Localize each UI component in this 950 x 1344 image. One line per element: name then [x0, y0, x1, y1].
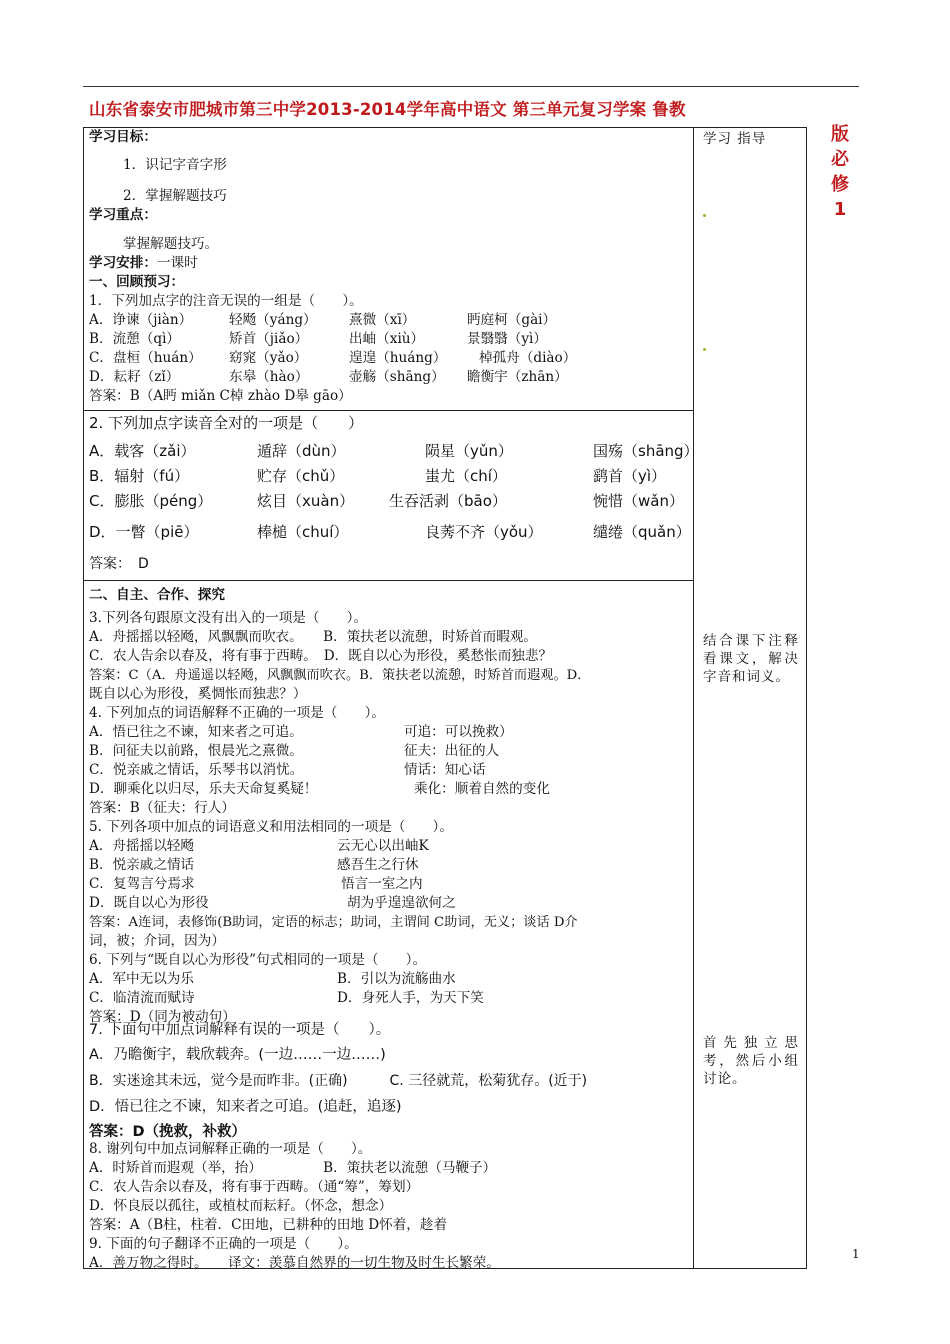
q3-line: C．农人告余以春及，将有事于西畴。 D．既自以心为形役，奚愁怅而独悲？ — [89, 648, 553, 664]
q9-line: 9. 下面的句子翻译不正确的一项是（ ）。 — [89, 1236, 358, 1252]
q8-line: C．农人告余以春及，将有事于西畴。（通“筹”，筹划） — [89, 1179, 420, 1195]
q3-line: A．舟摇摇以轻飏，风飘飘而吹衣。 B．策扶老以流憩，时矫首而暇观。 — [89, 629, 538, 645]
q4-stem: 4. 下列加点的词语解释不正确的一项是（ ）。 — [89, 705, 385, 721]
q2-stem: 2. 下列加点字读音全对的一项是（ ） — [89, 414, 364, 432]
q1-option-row: D．耘耔（zǐ） 东皋（hào） 壶觞（shāng） 瞻衡宇（zhān） — [89, 369, 568, 385]
column-divider — [693, 127, 694, 1269]
q6-stem: 6. 下列与“既自以心为形役”句式相同的一项是（ ）。 — [89, 952, 427, 968]
title-tail-char: 1 — [833, 199, 847, 220]
q5-option-row: B．悦亲戚之情话 感吾生之行休 — [89, 857, 419, 873]
focus-text: 掌握解题技巧。 — [123, 236, 219, 252]
q6-option-row: C．临清流而赋诗 D．身死人手，为天下笑 — [89, 990, 484, 1006]
q1-option-row: C．盘桓（huán） 窈窕（yǎo） 遑遑（huáng） 棹孤舟（diào） — [89, 350, 577, 366]
document-title-tail — [826, 122, 854, 222]
q8-q9-block — [89, 1140, 689, 1273]
row-divider — [83, 410, 694, 411]
q7-line: B．实迷途其未远，觉今是而昨非。(正确) C. 三径就荒，松菊犹存。(近于) — [89, 1073, 588, 1089]
document-title: 山东省泰安市肥城市第三中学2013-2014学年高中语文 第三单元复习学案 鲁教 — [89, 100, 686, 119]
q2-option-row: B．辐射（fú） 贮存（chǔ） 蚩尤（chí） 鹞首（yì） — [89, 467, 667, 485]
q2-option-row: A．载客（zǎi） 遁辞（dùn） 陨星（yǔn） 国殇（shāng） — [89, 442, 699, 460]
title-tail-char: 修 — [831, 174, 849, 195]
title-tail-char: 版 — [831, 124, 849, 145]
q2-answer: 答案： D — [89, 556, 149, 572]
decorative-dot — [703, 348, 706, 351]
q1-option-row: A．诤谏（jiàn） 轻飏（yáng） 熹微（xī） 眄庭柯（gài） — [89, 312, 557, 328]
focus-label: 学习重点： — [89, 207, 157, 223]
q7-line: A．乃瞻衡宇，载欣载奔。(一边……一边……) — [89, 1047, 386, 1063]
decorative-dot — [703, 214, 706, 217]
q4-option-row: C．悦亲戚之情话，乐琴书以消忧。 情话：知心话 — [89, 762, 486, 778]
goal-item: 1．识记字音字形 — [123, 157, 227, 173]
q8-line: D．怀良辰以孤往，或植杖而耘耔。（怀念，想念） — [89, 1198, 393, 1214]
section-practice-heading: 二、自主、合作、探究 — [89, 587, 225, 603]
q8-line: A．时矫首而遐观（举，抬） B．策扶老以流憩（马鞭子） — [89, 1160, 497, 1176]
q2-block — [89, 412, 699, 574]
goals-section — [89, 128, 689, 406]
q8-answer: 答案：A（B柱，柱着．C田地，已耕种的田地 D怀着，趁着 — [89, 1217, 448, 1233]
q7-block — [89, 1018, 689, 1144]
title-tail-char: 必 — [831, 149, 849, 170]
q3-answer: 既自以心为形役，奚惆怅而独悲？） — [89, 686, 307, 702]
page-number: 1 — [852, 1247, 860, 1261]
q4-answer: 答案：B（征夫：行人） — [89, 800, 235, 816]
goals-label: 学习目标： — [89, 129, 157, 145]
q2-option-row: D．一瞥（piē） 棒槌（chuí） 良莠不齐（yǒu） 缱绻（quǎn） — [89, 523, 691, 541]
q1-option-row: B．流憩（qì） 矫首（jiǎo） 出岫（xiù） 景翳翳（yì） — [89, 331, 547, 347]
section-practice — [89, 586, 689, 1027]
q4-option-row: B．问征夫以前路，恨晨光之熹微。 征夫：出征的人 — [89, 743, 500, 759]
row-divider — [83, 580, 694, 581]
q2-option-row: C．膨胀（péng） 炫目（xuàn） 生吞活剥（bāo） 惋惜（wǎn） — [89, 492, 684, 510]
guide-note-1: 结合课下注释看课文，解决字音和词义。 — [703, 633, 799, 685]
q5-answer: 词，被；介词，因为） — [89, 933, 225, 949]
q1-answer: 答案：B（A眄 miǎn C棹 zhào D皋 gāo） — [89, 388, 352, 404]
q1-stem: 1．下列加点字的注音无误的一组是（ ）。 — [89, 293, 363, 309]
guide-note-2: 首先独立思考，然后小组讨论。 — [703, 1035, 799, 1087]
section-review-heading: 一、回顾预习： — [89, 274, 185, 290]
q7-answer: 答案：D（挽救，补救） — [89, 1124, 247, 1140]
q6-answer: 答案：D（同为被动句） — [89, 1009, 236, 1025]
q5-option-row: A．舟摇摇以轻飏 云无心以出岫K — [89, 838, 429, 854]
q5-stem: 5. 下列各项中加点的词语意义和用法相同的一项是（ ）。 — [89, 819, 453, 835]
q4-option-row: A．悟已往之不谏，知来者之可追。 可追：可以挽救） — [89, 724, 513, 740]
q8-line: 8. 谢列句中加点词解释正确的一项是（ ）。 — [89, 1141, 372, 1157]
header-rule — [83, 86, 859, 87]
q4-option-row: D．聊乘化以归尽，乐夫天命复奚疑！ 乘化：顺着自然的变化 — [89, 781, 550, 797]
q3-answer: 答案：C（A．舟遥遥以轻飏，风飘飘而吹衣。B．策扶老以流憩，时矫首而遐观。D． — [89, 668, 591, 683]
schedule-text: 一课时 — [156, 255, 198, 271]
q7-line: 7. 下面句中加点词解释有误的一项是（ ）。 — [89, 1022, 391, 1038]
q9-line: A．善万物之得时。 译文：羡慕自然界的一切生物及时生长繁荣。 — [89, 1255, 500, 1271]
q3-line: 3.下列各句跟原文没有出入的一项是（ ）。 — [89, 610, 368, 626]
q5-answer: 答案：A连词，表修饰(B助词，定语的标志；助词，主谓间 C助词，无义；谈话 D介 — [89, 915, 578, 930]
goal-item: 2．掌握解题技巧 — [123, 188, 227, 204]
q5-option-row: C．复驾言兮焉求 悟言一室之内 — [89, 876, 423, 892]
q5-option-row: D．既自以心为形役 胡为乎遑遑欲何之 — [89, 895, 456, 911]
guide-heading: 学习 指导 — [703, 131, 767, 147]
q7-line: D．悟已往之不谏，知来者之可追。(追赶，追逐) — [89, 1099, 402, 1115]
schedule-label: 学习安排： — [89, 255, 157, 271]
q6-option-row: A．军中无以为乐 B．引以为流觞曲水 — [89, 971, 456, 987]
